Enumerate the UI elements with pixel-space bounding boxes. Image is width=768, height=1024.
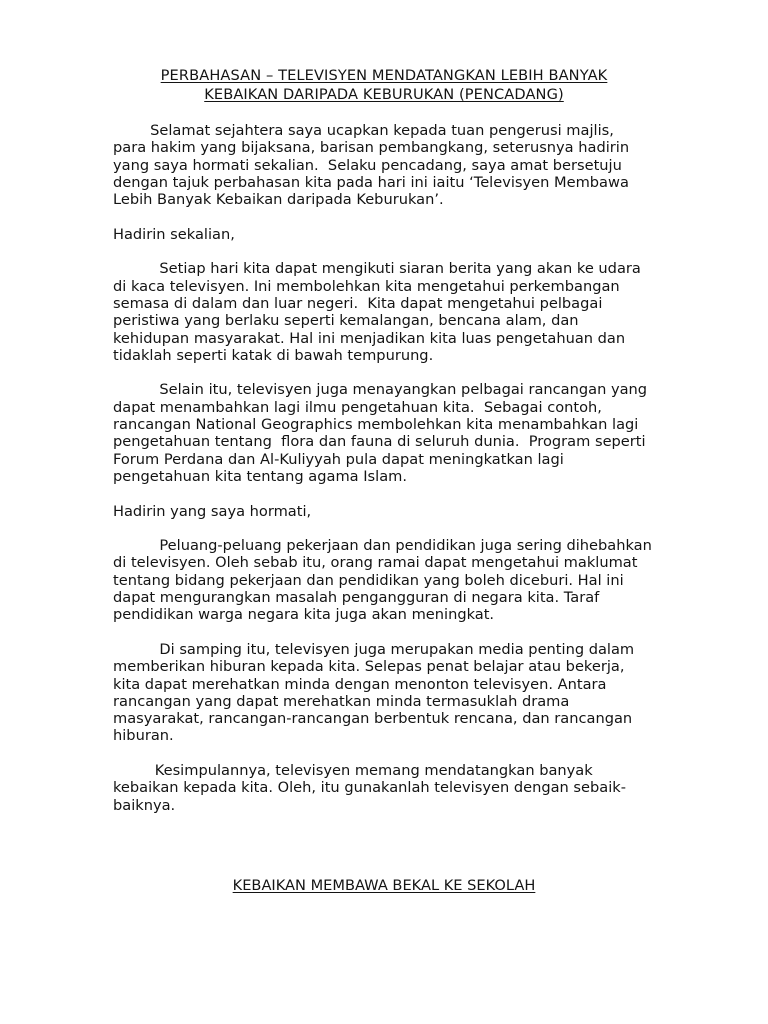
paragraph-line: Kesimpulannya, televisyen memang mendatangkan banyak: [113, 761, 593, 779]
paragraph-gap: [113, 243, 673, 260]
paragraph: [113, 381, 673, 485]
paragraph-line: semasa di dalam dan luar negeri. Kita dapat mengetahui pelbagai: [113, 294, 603, 312]
paragraph: [113, 641, 673, 745]
paragraph-line: Selamat sejahtera saya ucapkan kepada tuan pengerusi majlis,: [113, 122, 614, 139]
paragraph-line: kebaikan kepada kita. Oleh, itu gunakanlah televisyen dengan sebaik-: [113, 779, 626, 797]
paragraph-line: Forum Perdana dan Al-Kuliyyah pula dapat meningkatkan lagi: [113, 450, 564, 468]
paragraph-line: pengetahuan kita tentang agama Islam.: [113, 467, 408, 485]
paragraph-line: pengetahuan tentang flora dan fauna di seluruh dunia. Program seperti: [113, 433, 646, 451]
paragraph-gap: [113, 364, 673, 381]
paragraph-line: Hadirin yang saya hormati,: [113, 502, 312, 520]
paragraph-line: Di samping itu, televisyen juga merupakan media penting dalam: [113, 640, 635, 658]
paragraph-line: hiburan.: [113, 727, 174, 745]
document-body: [113, 122, 673, 814]
paragraph-line: Selain itu, televisyen juga menayangkan pelbagai rancangan yang: [113, 381, 648, 399]
paragraph: [113, 537, 673, 623]
paragraph-line: Hadirin sekalian,: [113, 225, 235, 243]
paragraph-line: rancangan yang dapat merehatkan minda termasuklah drama: [113, 692, 570, 710]
paragraph-line: dapat menambahkan lagi ilmu pengetahuan kita. Sebagai contoh,: [113, 398, 602, 416]
paragraph-line: masyarakat, rancangan-rancangan berbentuk rencana, dan rancangan: [113, 710, 633, 728]
paragraph-line: kehidupan masyarakat. Hal ini menjadikan kita luas pengetahuan dan: [113, 329, 626, 347]
paragraph-line: tidaklah seperti katak di bawah tempurung.: [113, 346, 434, 364]
paragraph-gap: [113, 485, 673, 502]
paragraph-line: Setiap hari kita dapat mengikuti siaran berita yang akan ke udara: [113, 260, 641, 278]
paragraph-line: di kaca televisyen. Ini membolehkan kita mengetahui perkembangan: [113, 277, 620, 295]
paragraph-line: Peluang-peluang pekerjaan dan pendidikan juga sering dihebahkan: [113, 537, 652, 555]
paragraph-line: kita dapat merehatkan minda dengan menonton televisyen. Antara: [113, 675, 607, 693]
paragraph: [113, 503, 673, 520]
paragraph-line: rancangan National Geographics membolehkan kita menambahkan lagi: [113, 416, 639, 434]
title-line-2: KEBAIKAN DARIPADA KEBURUKAN (PENCADANG): [204, 86, 564, 103]
paragraph-line: dapat mengurangkan masalah pengangguran di negara kita. Taraf: [113, 589, 600, 607]
title-line-1: PERBAHASAN – TELEVISYEN MENDATANGKAN LEBIH BANYAK: [160, 67, 608, 84]
paragraph-gap: [113, 208, 673, 225]
paragraph: [113, 122, 673, 208]
paragraph-line: pendidikan warga negara kita juga akan meningkat.: [113, 606, 495, 624]
paragraph-line: tentang bidang pekerjaan dan pendidikan yang boleh diceburi. Hal ini: [113, 571, 624, 589]
paragraph: [113, 226, 673, 243]
paragraph-line: baiknya.: [113, 796, 176, 814]
paragraph-gap: [113, 624, 673, 641]
paragraph: [113, 762, 673, 814]
paragraph-gap: [113, 745, 673, 762]
paragraph-line: para hakim yang bijaksana, barisan pembangkang, seterusnya hadirin: [113, 139, 630, 157]
paragraph: [113, 260, 673, 364]
paragraph-line: dengan tajuk perbahasan kita pada hari ini iaitu ‘Televisyen Membawa: [113, 173, 629, 191]
document-title: [110, 66, 658, 104]
section-heading: KEBAIKAN MEMBAWA BEKAL KE SEKOLAH: [232, 877, 536, 894]
paragraph-line: peristiwa yang berlaku seperti kemalangan, bencana alam, dan: [113, 312, 579, 330]
paragraph-gap: [113, 520, 673, 537]
paragraph-line: di televisyen. Oleh sebab itu, orang ramai dapat mengetahui maklumat: [113, 554, 638, 572]
paragraph-line: memberikan hiburan kepada kita. Selepas penat belajar atau bekerja,: [113, 658, 625, 676]
paragraph-line: Lebih Banyak Kebaikan daripada Keburukan’.: [113, 191, 444, 209]
paragraph-line: yang saya hormati sekalian. Selaku pencadang, saya amat bersetuju: [113, 156, 622, 174]
